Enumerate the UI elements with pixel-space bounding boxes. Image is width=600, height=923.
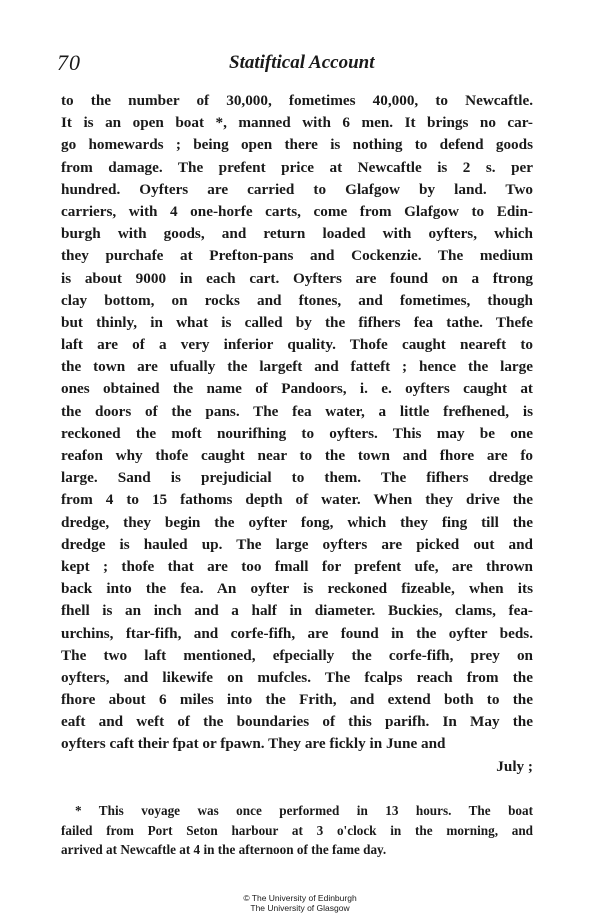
text-line: is about 9000 in each cart. Oyfters are found on a ftrong — [61, 269, 533, 287]
footnote-line: arrived at Newcaftle at 4 in the afternoon of the fame day. — [61, 842, 387, 857]
text-line: dredge is hauled up. The large oyfters are picked out and — [61, 535, 533, 553]
footnote-line: failed from Port Seton harbour at 3 o'clock in the morning, and — [61, 822, 533, 838]
text-line: clay bottom, on rocks and ftones, and fometimes, though — [61, 291, 533, 309]
text-line: dredge, they begin the oyfter fong, which they fing till the — [61, 513, 533, 531]
text-line: It is an open boat *, manned with 6 men. It brings no car- — [61, 114, 533, 132]
footnote-line: * This voyage was once performed in 13 hours. The boat — [75, 803, 533, 818]
copyright-credit — [0, 893, 600, 913]
page-header — [57, 50, 537, 80]
text-line: from 4 to 15 fathoms depth of water. When they drive the — [61, 491, 533, 509]
text-line: back into the fea. An oyfter is reckoned fizeable, when its — [61, 580, 533, 598]
text-line: large. Sand is prejudicial to them. The fifhers dredge — [61, 469, 533, 487]
text-line: go homewards ; being open there is nothing to defend goods — [61, 136, 533, 154]
text-line: they purchafe at Prefton-pans and Cockenzie. The medium — [61, 247, 533, 265]
text-line: the town are ufually the largeft and fatteft ; hence the large — [61, 358, 533, 376]
catchword: July ; — [496, 757, 533, 775]
text-line: hundred. Oyfters are carried to Glafgow by land. Two — [61, 180, 533, 198]
text-line: to the number of 30,000, fometimes 40,000, to Newcaftle. — [61, 92, 533, 109]
text-line: ones obtained the name of Pandoors, i. e. oyfters caught at — [61, 380, 533, 398]
footnote — [61, 801, 533, 860]
text-line: carriers, with 4 one-horfe carts, come from Glafgow to Edin- — [61, 202, 533, 220]
page-number: 70 — [57, 50, 81, 75]
running-title: Statiftical Account — [229, 52, 375, 73]
text-line: urchins, ftar-fifh, and corfe-fifh, are found in the oyfter beds. — [61, 624, 533, 642]
text-line: the doors of the pans. The fea water, a little frefhened, is — [61, 402, 533, 420]
credit-line: The University of Glasgow — [250, 903, 350, 913]
text-line: fhore about 6 miles into the Frith, and extend both to the — [61, 691, 533, 709]
text-line: but thinly, in what is called by the fifhers fea tathe. Thefe — [61, 313, 533, 331]
text-line: burgh with goods, and return loaded with oyfters, which — [61, 225, 533, 243]
text-line: laft are of a very inferior quality. Thofe caught neareft to — [61, 336, 533, 354]
text-line: reafon why thofe caught near to the town and fhore are fo — [61, 447, 533, 464]
text-line: fhell is an inch and a half in diameter. Buckies, clams, fea- — [61, 602, 533, 620]
text-line: from damage. The prefent price at Newcaftle is 2 s. per — [61, 158, 533, 176]
text-line: kept ; thofe that are too fmall for prefent ufe, are thrown — [61, 557, 533, 575]
text-line: reckoned the moft nourifhing to oyfters. This may be one — [61, 424, 533, 442]
text-line: eaft and weft of the boundaries of this parifh. In May the — [61, 713, 533, 731]
text-line: oyfters caft their fpat or fpawn. They are fickly in June and — [61, 735, 446, 753]
text-line: The two laft mentioned, efpecially the corfe-fifh, prey on — [61, 646, 533, 664]
body-text — [61, 90, 533, 778]
text-line: oyfters, and likewife on mufcles. The fcalps reach from the — [61, 668, 533, 686]
credit-line: © The University of Edinburgh — [243, 893, 357, 903]
